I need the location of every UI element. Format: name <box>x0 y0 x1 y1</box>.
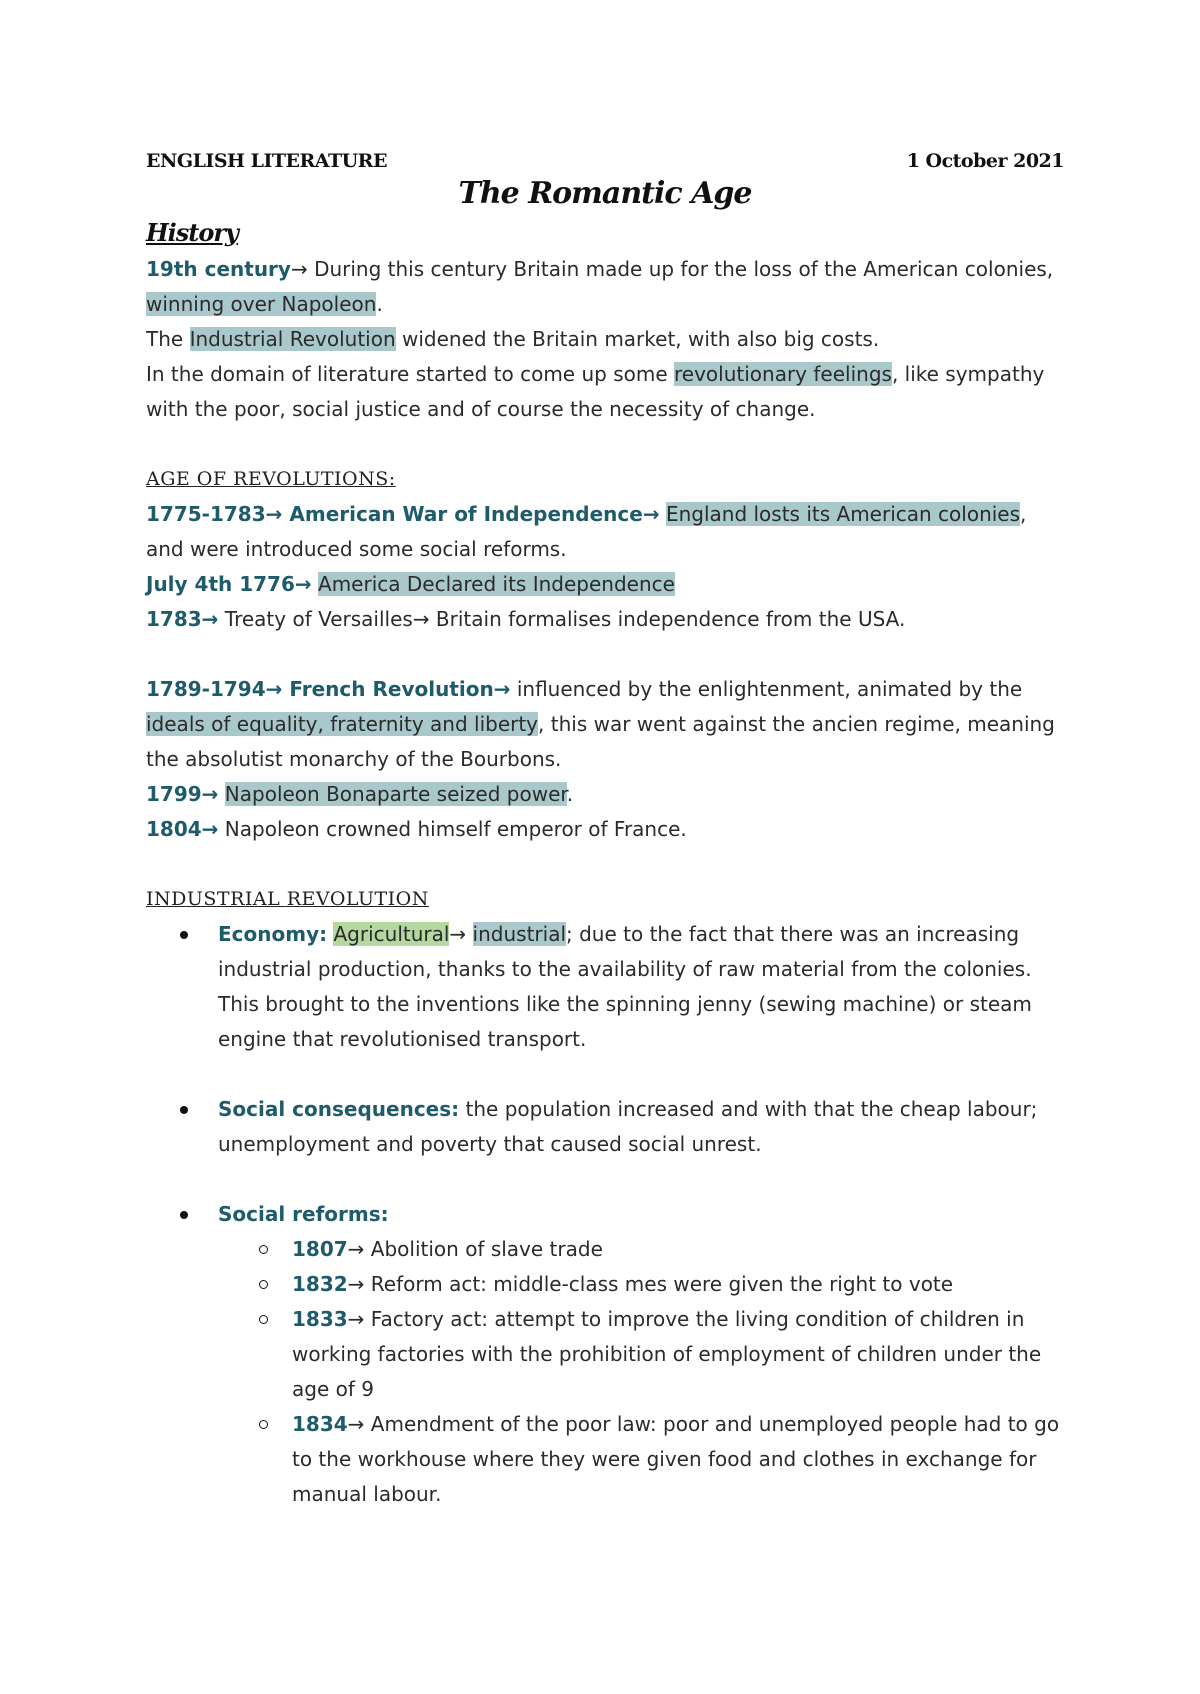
list-item-reforms <box>218 1197 1064 1512</box>
arrow: → <box>201 817 219 841</box>
event-versailles <box>146 602 1064 637</box>
text: ; due to the fact that there was an increasing industrial production, thanks to the availability of raw material from the colonies. This brought to the inventions like the spinning jenny (sewing machine) or steam engine that revolutionised transport. <box>218 922 1032 1051</box>
year: 1775-1783 <box>146 502 266 526</box>
arrow: → <box>347 1272 365 1296</box>
reforms-sublist <box>218 1232 1064 1512</box>
arrow: → <box>347 1237 365 1261</box>
arrow: → <box>493 677 511 701</box>
arrow: → <box>347 1307 365 1331</box>
text: Treaty of Versailles→ Britain formalises independence from the USA. <box>218 607 906 631</box>
event-napoleon-emperor <box>146 812 1064 847</box>
year: 1807 <box>292 1237 348 1261</box>
page-header <box>146 140 1064 180</box>
highlight-green: Agricultural <box>333 922 450 946</box>
text: Factory act: attempt to improve the living condition of children in working factories with the prohibition of employment of children under the age of 9 <box>292 1307 1042 1401</box>
spacer <box>218 1162 1064 1197</box>
page-title: The Romantic Age <box>458 176 752 211</box>
list-item-economy <box>218 917 1064 1092</box>
spacer <box>218 1057 1064 1092</box>
arrow: → <box>294 572 312 596</box>
keyword: French Revolution <box>282 677 494 701</box>
reform-item <box>292 1302 1064 1407</box>
document-body <box>146 140 1064 1512</box>
keyword: American War of Independence <box>282 502 643 526</box>
arrow: → <box>449 922 467 946</box>
year: 1783 <box>146 607 202 631</box>
history-paragraph-1 <box>146 252 1064 322</box>
text: Abolition of slave trade <box>364 1237 603 1261</box>
revolutions-heading: AGE OF REVOLUTIONS: <box>146 468 396 490</box>
arrow: → <box>201 782 219 806</box>
arrow: → <box>265 502 283 526</box>
text: During this century Britain made up for the loss of the American colonies, <box>307 257 1054 281</box>
arrow: → <box>265 677 283 701</box>
spacer <box>146 637 1064 672</box>
text: In the domain of literature started to come up some <box>146 362 674 386</box>
industrial-list <box>146 917 1064 1512</box>
event-independence <box>146 567 1064 602</box>
year: 1789-1794 <box>146 677 266 701</box>
industrial-heading: INDUSTRIAL REVOLUTION <box>146 888 429 910</box>
highlight: industrial <box>472 922 567 946</box>
year: 1832 <box>292 1272 348 1296</box>
arrow: → <box>201 607 219 631</box>
text: , this war went against the ancien regime, meaning the absolutist monarchy of the Bourbons. <box>146 712 1055 771</box>
text: Amendment of the poor law: poor and unemployed people had to go to the workhouse where they were given food and clothes in exchange for manual labour. <box>292 1412 1060 1506</box>
text: Reform act: middle-class mes were given the right to vote <box>364 1272 954 1296</box>
year: 1833 <box>292 1307 348 1331</box>
reform-item <box>292 1407 1064 1512</box>
item-label: Economy: <box>218 922 328 946</box>
item-label: Social consequences: <box>218 1097 460 1121</box>
spacer <box>146 427 1064 462</box>
date-label: 1 October 2021 <box>906 150 1064 172</box>
highlight: Industrial Revolution <box>189 327 396 351</box>
history-paragraph-2 <box>146 322 1064 357</box>
space <box>466 922 472 946</box>
highlight: America Declared its Independence <box>318 572 675 596</box>
subject-label: ENGLISH LITERATURE <box>146 150 387 172</box>
text: Napoleon crowned himself emperor of France. <box>218 817 687 841</box>
year: July 4th 1776 <box>146 572 295 596</box>
arrow: → <box>347 1412 365 1436</box>
event-french-revolution <box>146 672 1064 777</box>
arrow: → <box>290 257 308 281</box>
spacer <box>146 847 1064 882</box>
event-napoleon-power <box>146 777 1064 812</box>
history-heading: History <box>146 218 238 247</box>
keyword: 19th century <box>146 257 291 281</box>
event-american-war <box>146 497 1064 567</box>
text: influenced by the enlightenment, animated by the <box>510 677 1023 701</box>
highlight: revolutionary feelings <box>674 362 892 386</box>
highlight: Napoleon Bonaparte seized power <box>224 782 567 806</box>
item-label: Social reforms: <box>218 1202 389 1226</box>
arrow: → <box>642 502 660 526</box>
year: 1799 <box>146 782 202 806</box>
history-paragraph-3 <box>146 357 1064 427</box>
year: 1804 <box>146 817 202 841</box>
text: , and were introduced some social reforms. <box>146 502 1027 561</box>
text: . <box>566 782 574 806</box>
text: , like sympathy with the poor, social justice and of course the necessity of change. <box>146 362 1045 421</box>
year: 1834 <box>292 1412 348 1436</box>
highlight: England losts its American colonies <box>665 502 1021 526</box>
text: the population increased and with that the cheap labour; unemployment and poverty that caused social unrest. <box>218 1097 1038 1156</box>
highlight: ideals of equality, fraternity and liberty <box>146 712 539 736</box>
text: widened the Britain market, with also big costs. <box>395 327 880 351</box>
space <box>218 782 224 806</box>
space <box>660 502 666 526</box>
reform-item <box>292 1267 1064 1302</box>
highlight: winning over Napoleon <box>146 292 377 316</box>
reform-item <box>292 1232 1064 1267</box>
text: The <box>146 327 190 351</box>
list-item-social <box>218 1092 1064 1197</box>
text: . <box>376 292 383 316</box>
